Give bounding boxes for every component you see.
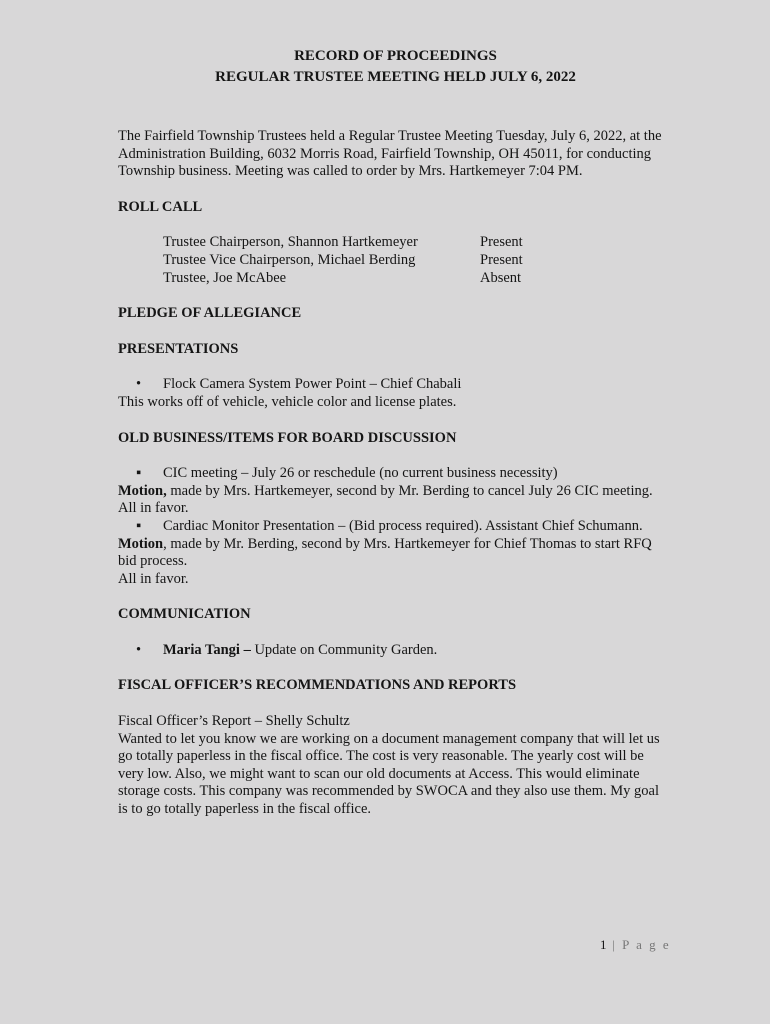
- motion-label: Motion: [118, 535, 164, 552]
- square-bullet-icon: ▪: [136, 517, 142, 534]
- list-item: [136, 376, 663, 394]
- document-page: [118, 46, 663, 819]
- favor-note: All in favor.: [118, 500, 189, 517]
- list-item: [136, 518, 663, 536]
- motion-text: , made by Mr. Berding, second by Mrs. Hartkemeyer for Chief Thomas to start RFQ bid process.: [118, 535, 652, 570]
- communication-text: Update on Community Garden.: [250, 641, 438, 658]
- member-name: Trustee Chairperson, Shannon Hartkemeyer: [163, 234, 418, 251]
- bullet-icon: •: [136, 641, 142, 658]
- member-status: Present: [480, 251, 523, 268]
- old-business-item: CIC meeting – July 26 or reschedule (no current business necessity): [163, 465, 558, 482]
- roll-call-heading: ROLL CALL: [118, 198, 203, 215]
- motion-text: made by Mrs. Hartkemeyer, second by Mr. Berding to cancel July 26 CIC meeting.: [166, 482, 653, 499]
- member-status: Absent: [480, 269, 522, 286]
- roll-call-row: [163, 234, 663, 252]
- document-title-line1: RECORD OF PROCEEDINGS: [294, 48, 497, 64]
- page-label: P a g e: [622, 937, 671, 952]
- document-title-line2: REGULAR TRUSTEE MEETING HELD JULY 6, 2022: [215, 69, 576, 85]
- bullet-icon: •: [136, 376, 142, 393]
- motion-paragraph: [118, 536, 663, 571]
- motion-paragraph: [118, 483, 663, 501]
- communication-item: [163, 642, 663, 660]
- presentation-note: This works off of vehicle, vehicle color and license plates.: [118, 393, 457, 410]
- communication-name: Maria Tangi –: [163, 641, 251, 658]
- old-business-item: Cardiac Monitor Presentation – (Bid process required). Assistant Chief Schumann.: [163, 517, 643, 534]
- pledge-heading: PLEDGE OF ALLEGIANCE: [118, 305, 302, 322]
- roll-call-row: [163, 270, 663, 288]
- motion-label: Motion,: [118, 482, 167, 499]
- presentation-item: Flock Camera System Power Point – Chief Chabali: [163, 376, 462, 393]
- fiscal-heading: FISCAL OFFICER’S RECOMMENDATIONS AND REPORTS: [118, 677, 517, 694]
- page-number: 1: [600, 937, 607, 952]
- fiscal-body: Wanted to let you know we are working on a document management company that will let us go totally paperless in the fiscal office. The cost is very reasonable. The yearly cost will be very low. Also, we might want to scan our old documents at Access. This would eliminate storage costs. This company was recommended by SWOCA and they also use them. My goal is to go totally paperless in the fiscal office.: [118, 730, 660, 818]
- favor-note: All in favor.: [118, 570, 189, 587]
- member-name: Trustee Vice Chairperson, Michael Berding: [163, 251, 416, 268]
- intro-paragraph: The Fairfield Township Trustees held a Regular Trustee Meeting Tuesday, July 6, 2022, at the Administration Building, 6032 Morris Road, Fairfield Township, OH 45011, for conducting Township business. Meeting was called to order by Mrs. Hartkemeyer 7:04 PM.: [118, 128, 662, 180]
- roll-call-row: [163, 252, 663, 270]
- fiscal-subheading: Fiscal Officer’s Report – Shelly Schultz: [118, 713, 350, 730]
- square-bullet-icon: ▪: [136, 465, 142, 482]
- presentations-heading: PRESENTATIONS: [118, 340, 239, 357]
- list-item: [136, 465, 663, 483]
- page-separator: |: [607, 937, 623, 952]
- page-footer: [600, 936, 671, 954]
- member-status: Present: [480, 234, 523, 251]
- roll-call-list: [163, 234, 663, 287]
- old-business-heading: OLD BUSINESS/ITEMS FOR BOARD DISCUSSION: [118, 429, 457, 446]
- list-item: [136, 642, 663, 660]
- communication-heading: COMMUNICATION: [118, 606, 251, 623]
- member-name: Trustee, Joe McAbee: [163, 269, 287, 286]
